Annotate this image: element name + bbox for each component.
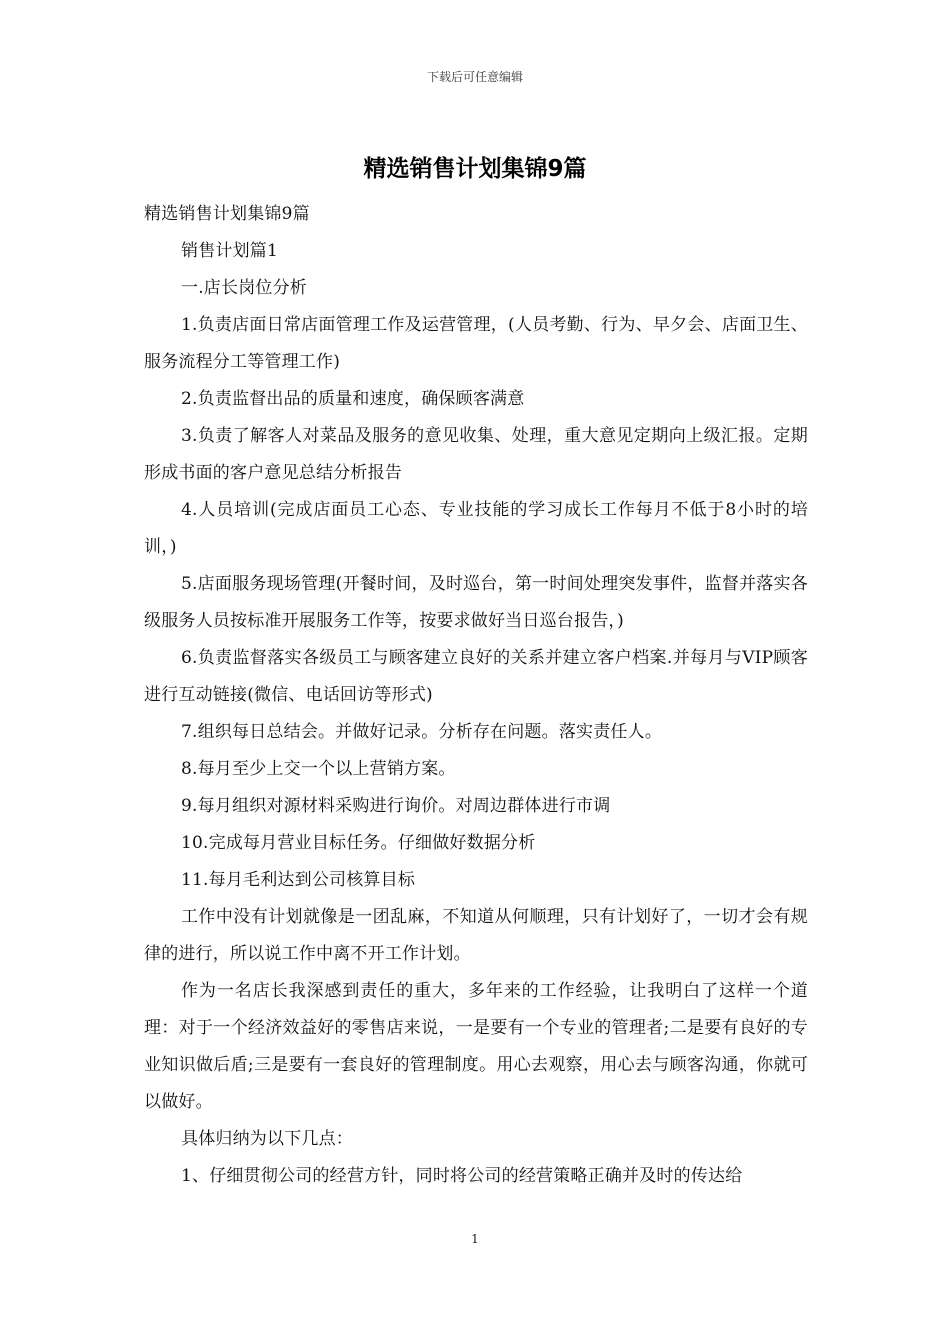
paragraph: 9.每月组织对源材料采购进行询价。对周边群体进行市调 [181,796,611,816]
paragraph: 工作中没有计划就像是一团乱麻，不知道从何顺理，只有计划好了，一切才会有规律的进行，所以说工作中离不开工作计划。 [144,907,808,964]
paragraph: 精选销售计划集锦9篇 [144,204,310,224]
paragraph: 2.负责监督出品的质量和速度，确保顾客满意 [181,389,525,409]
paragraph: 7.组织每日总结会。并做好记录。分析存在问题。落实责任人。 [181,722,663,742]
paragraph: 3.负责了解客人对菜品及服务的意见收集、处理，重大意见定期向上级汇报。定期形成书面的客户意见总结分析报告 [144,426,808,483]
document-body [144,196,808,1195]
paragraph: 作为一名店长我深感到责任的重大，多年来的工作经验，让我明白了这样一个道理：对于一个经济效益好的零售店来说，一是要有一个专业的管理者;二是要有良好的专业知识做后盾;三是要有一套良好的管理制度。用心去观察，用心去与顾客沟通，你就可以做好。 [144,981,808,1112]
paragraph: 1.负责店面日常店面管理工作及运营管理，(人员考勤、行为、早夕会、店面卫生、服务流程分工等管理工作) [144,315,808,372]
paragraph: 11.每月毛利达到公司核算目标 [181,870,416,890]
page-header: 下载后可任意编辑 [426,70,523,84]
document-title: 精选销售计划集锦9篇 [363,156,587,182]
paragraph: 10.完成每月营业目标任务。仔细做好数据分析 [181,833,536,853]
paragraph: 4.人员培训(完成店面员工心态、专业技能的学习成长工作每月不低于8小时的培训，) [144,500,808,557]
paragraph: 销售计划篇1 [181,241,279,261]
paragraph: 8.每月至少上交一个以上营销方案。 [181,759,456,779]
paragraph: 5.店面服务现场管理(开餐时间，及时巡台，第一时间处理突发事件，监督并落实各级服务人员按标准开展服务工作等，按要求做好当日巡台报告，) [144,574,808,631]
paragraph: 具体归纳为以下几点： [181,1129,353,1149]
paragraph: 1、仔细贯彻公司的经营方针，同时将公司的经营策略正确并及时的传达给 [181,1166,743,1186]
paragraph: 6.负责监督落实各级员工与顾客建立良好的关系并建立客户档案.并每月与VIP顾客进行互动链接(微信、电话回访等形式) [144,648,808,705]
paragraph: 一.店长岗位分析 [181,278,308,298]
page-number: 1 [471,1232,479,1246]
